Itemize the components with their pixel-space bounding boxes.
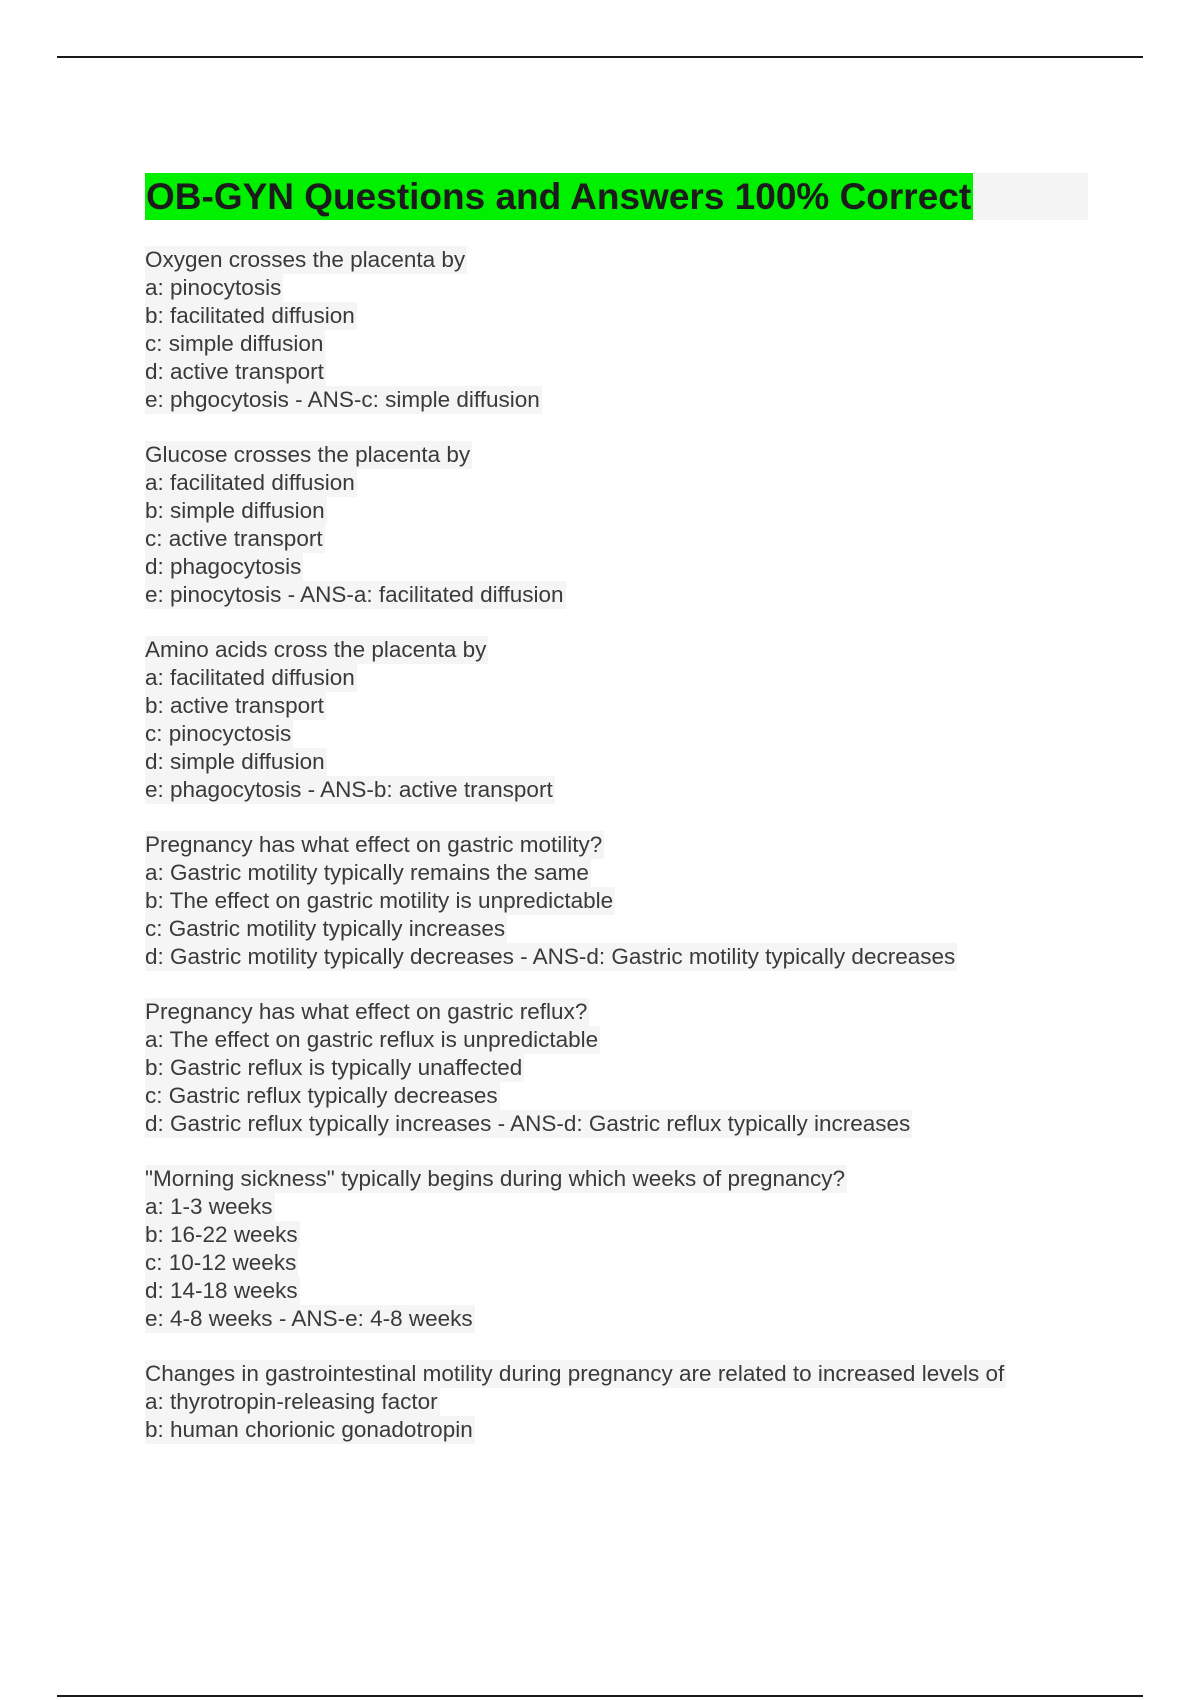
- option-line: a: Gastric motility typically remains the same: [145, 860, 589, 885]
- question-block-4: [145, 831, 1105, 971]
- question-text: Amino acids cross the placenta by: [145, 637, 487, 662]
- option-line-with-answer: d: Gastric reflux typically increases - ANS-d: Gastric reflux typically increases: [145, 1111, 911, 1136]
- document-title: OB-GYN Questions and Answers 100% Correct: [145, 173, 973, 220]
- option-line: b: 16-22 weeks: [145, 1222, 298, 1247]
- option-line-with-answer: e: 4-8 weeks - ANS-e: 4-8 weeks: [145, 1306, 473, 1331]
- question-block-6: [145, 1165, 1105, 1333]
- option-line: c: Gastric motility typically increases: [145, 916, 506, 941]
- option-line: c: active transport: [145, 526, 323, 551]
- question-block-7: [145, 1360, 1105, 1444]
- option-line: a: The effect on gastric reflux is unpredictable: [145, 1027, 599, 1052]
- option-line: c: simple diffusion: [145, 331, 324, 356]
- question-text: Pregnancy has what effect on gastric reflux?: [145, 999, 588, 1024]
- question-text: "Morning sickness" typically begins during which weeks of pregnancy?: [145, 1166, 846, 1191]
- option-line: b: simple diffusion: [145, 498, 325, 523]
- option-line: b: The effect on gastric motility is unpredictable: [145, 888, 614, 913]
- option-line-with-answer: e: phgocytosis - ANS-c: simple diffusion: [145, 387, 540, 412]
- option-line: d: phagocytosis: [145, 554, 302, 579]
- question-block-2: [145, 441, 1105, 609]
- question-text: Oxygen crosses the placenta by: [145, 247, 466, 272]
- question-text: Glucose crosses the placenta by: [145, 442, 471, 467]
- option-line: c: 10-12 weeks: [145, 1250, 297, 1275]
- option-line-with-answer: e: phagocytosis - ANS-b: active transport: [145, 777, 553, 802]
- option-line: a: thyrotropin-releasing factor: [145, 1389, 438, 1414]
- footer-rule: [57, 1695, 1143, 1697]
- question-block-1: [145, 246, 1105, 414]
- option-line: d: 14-18 weeks: [145, 1278, 298, 1303]
- option-line: a: 1-3 weeks: [145, 1194, 273, 1219]
- option-line: d: simple diffusion: [145, 749, 325, 774]
- option-line: b: active transport: [145, 693, 324, 718]
- option-line: c: pinocyctosis: [145, 721, 292, 746]
- header-rule: [57, 56, 1143, 58]
- option-line: a: pinocytosis: [145, 275, 282, 300]
- question-block-5: [145, 998, 1105, 1138]
- option-line: b: Gastric reflux is typically unaffected: [145, 1055, 523, 1080]
- option-line: c: Gastric reflux typically decreases: [145, 1083, 498, 1108]
- document-body: [145, 246, 1105, 1471]
- option-line-with-answer: d: Gastric motility typically decreases - ANS-d: Gastric motility typically decreases: [145, 944, 956, 969]
- question-block-3: [145, 636, 1105, 804]
- question-text: Changes in gastrointestinal motility during pregnancy are related to increased levels of: [145, 1361, 1005, 1386]
- option-line-with-answer: e: pinocytosis - ANS-a: facilitated diffusion: [145, 582, 564, 607]
- option-line: b: facilitated diffusion: [145, 303, 355, 328]
- option-line: a: facilitated diffusion: [145, 665, 355, 690]
- option-line: b: human chorionic gonadotropin: [145, 1417, 473, 1442]
- option-line: d: active transport: [145, 359, 324, 384]
- title-bar: [145, 173, 1088, 220]
- option-line: a: facilitated diffusion: [145, 470, 355, 495]
- question-text: Pregnancy has what effect on gastric motility?: [145, 832, 603, 857]
